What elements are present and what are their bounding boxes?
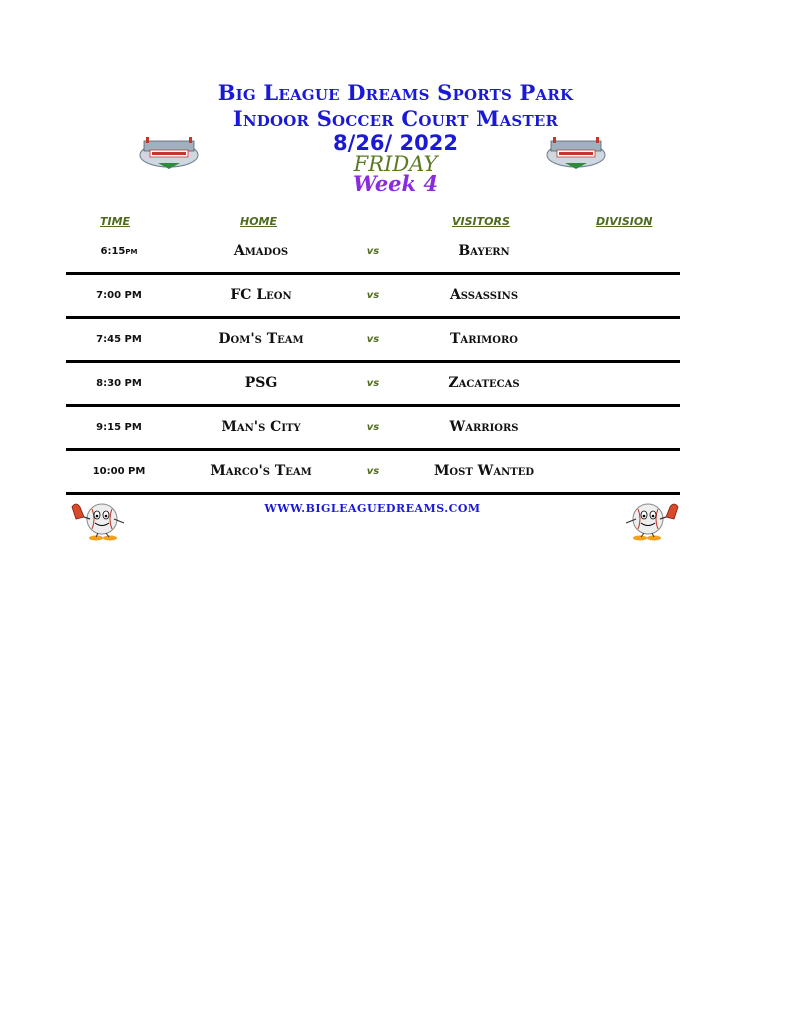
schedule-table	[0, 230, 791, 494]
table-row	[0, 362, 791, 406]
game-time: 7:45 PM	[96, 334, 142, 345]
table-row	[0, 318, 791, 362]
website-link[interactable]: WWW.BIGLEAGUEDREAMS.COM	[264, 502, 481, 515]
schedule-title: Indoor Soccer Court Master	[232, 106, 559, 131]
versus-label: vs	[366, 334, 380, 345]
schedule-day: FRIDAY	[353, 152, 438, 176]
versus-label: vs	[366, 290, 380, 301]
visiting-team: Bayern	[458, 243, 510, 259]
home-team: PSG	[244, 375, 278, 391]
table-row	[0, 230, 791, 274]
row-divider	[66, 492, 680, 495]
column-header-division: DIVISION	[596, 215, 653, 228]
column-header-home: HOME	[240, 215, 278, 228]
table-row	[0, 406, 791, 450]
home-team: Amados	[233, 243, 289, 259]
versus-label: vs	[366, 422, 380, 433]
schedule-header	[0, 80, 791, 194]
versus-label: vs	[366, 378, 380, 389]
table-row	[0, 274, 791, 318]
visiting-team: Tarimoro	[450, 331, 518, 347]
baseball-mascot-icon	[66, 497, 138, 543]
game-time: 8:30 PM	[96, 378, 142, 389]
home-team: Dom's Team	[218, 331, 304, 347]
baseball-mascot-icon	[612, 497, 684, 543]
home-team: Marco's Team	[210, 463, 312, 479]
game-time: 10:00 PM	[92, 466, 146, 477]
schedule-date: 8/26/ 2022	[333, 131, 458, 155]
versus-label: vs	[366, 466, 380, 477]
visiting-team: Assassins	[449, 287, 519, 303]
game-time: 6:15pm	[100, 246, 138, 257]
game-time: 9:15 PM	[96, 422, 142, 433]
park-name: Big League Dreams Sports Park	[217, 80, 574, 105]
column-header-time: TIME	[100, 215, 131, 228]
visiting-team: Most Wanted	[433, 463, 535, 479]
schedule-week: Week 4	[352, 171, 439, 196]
stadium-logo-icon	[545, 133, 607, 171]
visiting-team: Zacatecas	[448, 375, 520, 391]
column-header-visitors: VISITORS	[452, 215, 510, 228]
stadium-logo-icon	[138, 133, 200, 171]
home-team: Man's City	[221, 419, 301, 435]
home-team: FC Leon	[230, 287, 292, 303]
versus-label: vs	[366, 246, 380, 257]
table-row	[0, 450, 791, 494]
game-time: 7:00 PM	[96, 290, 142, 301]
visiting-team: Warriors	[449, 419, 519, 435]
